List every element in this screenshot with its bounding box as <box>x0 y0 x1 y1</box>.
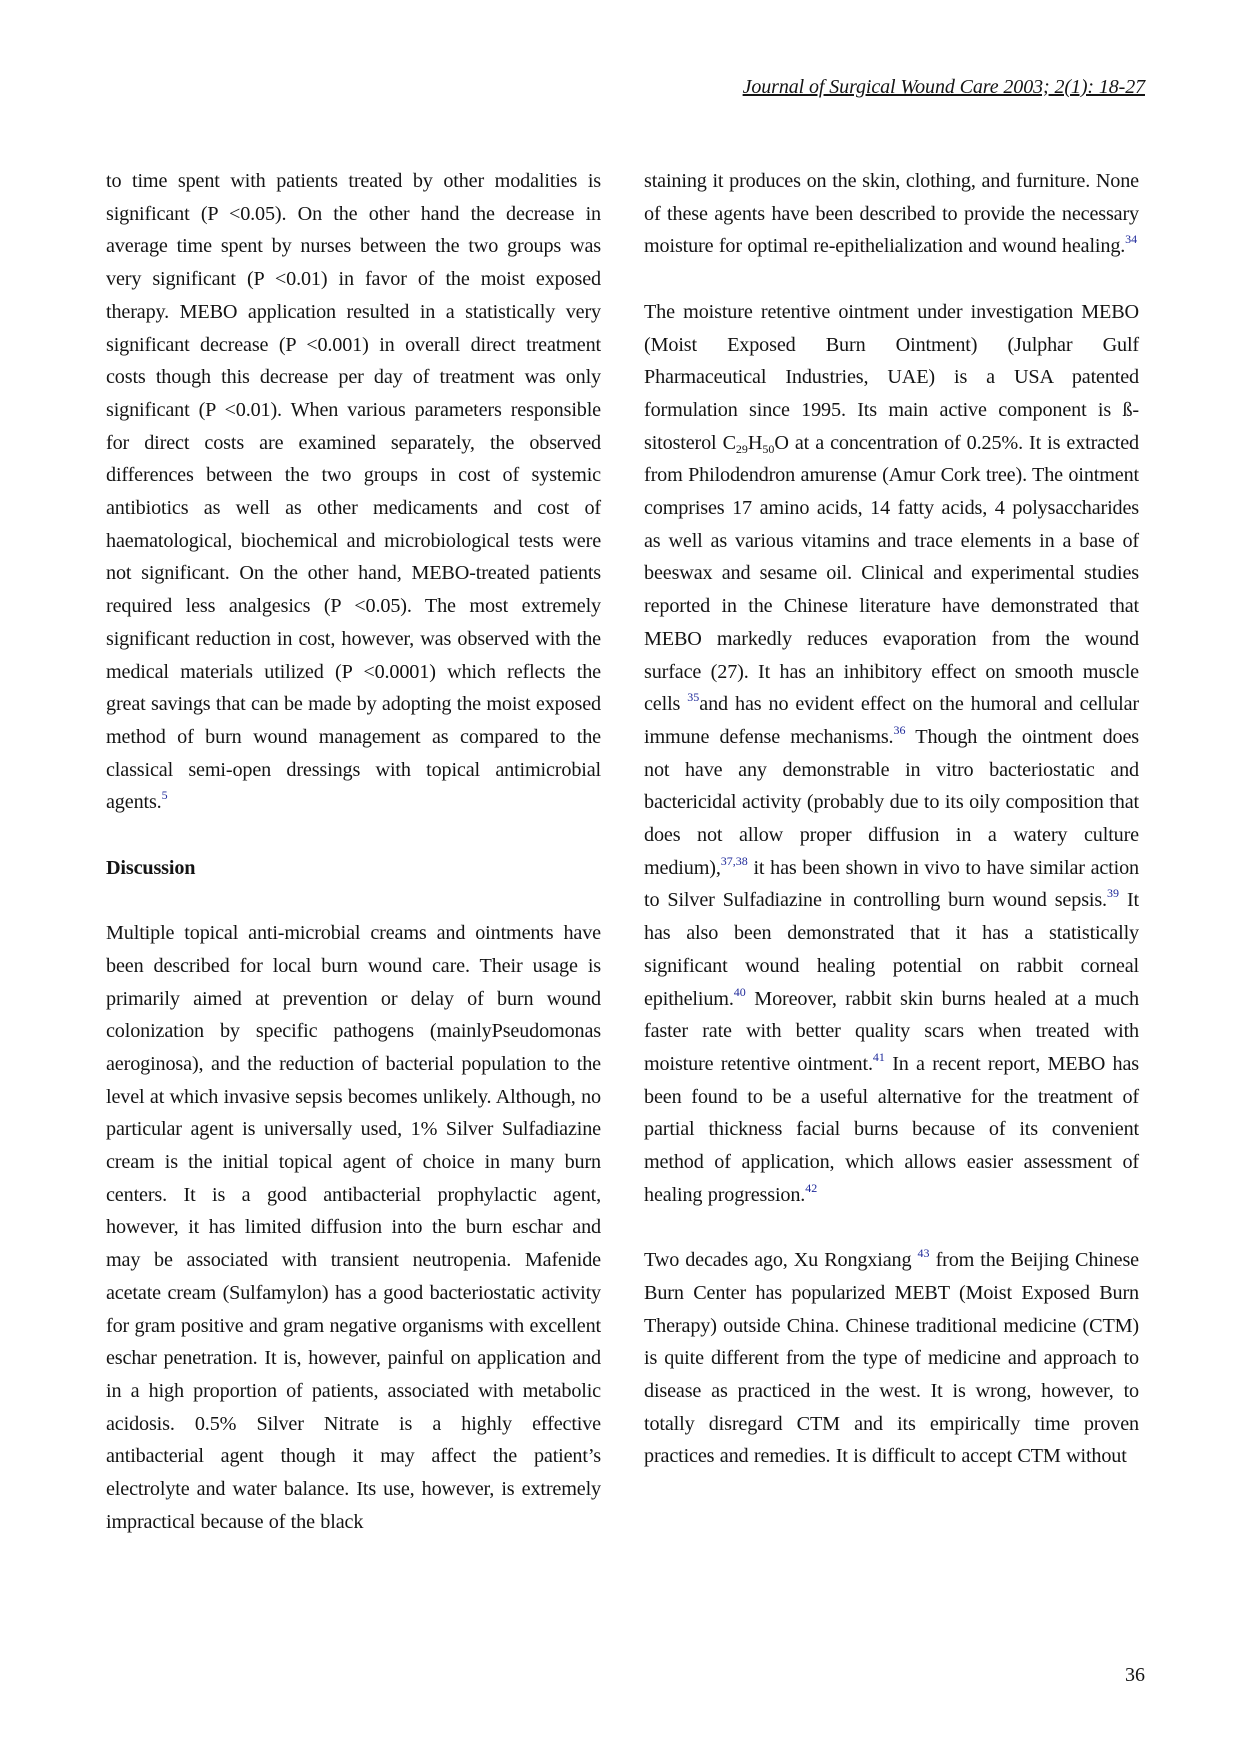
formula-subscript: 50 <box>762 441 775 456</box>
paragraph-cost-results <box>106 165 601 819</box>
text-run: staining it produces on the skin, clothing, and furniture. None of these agents have been described to provide the necessary moisture for optimal re-epithelialization and wound healing. <box>644 170 1139 258</box>
text-run: The moisture retentive ointment under investigation MEBO (Moist Exposed Burn Ointment) (Julphar Gulf Pharmaceutical Industries, UAE) is a USA patented formulation since 1995. Its main active component is ß-sitosterol C <box>644 300 1139 454</box>
reference-superscript[interactable]: 39 <box>1106 886 1119 901</box>
paragraph-gap <box>644 1211 1139 1244</box>
paragraph-staining <box>644 165 1139 263</box>
text-run: It has also been demonstrated that it has a statistically significant wound healing potential on rabbit corneal epithelium. <box>644 889 1139 1010</box>
paragraph-mebo-description <box>644 296 1139 1212</box>
text-run: from the Beijing Chinese Burn Center has popularized MEBT (Moist Exposed Burn Therapy) outside China. Chinese traditional medicine (CTM) is quite different from the type of medicine and approach to disease as practiced in the west. It is wrong, however, to totally disregard CTM and its empirically time proven practices and remedies. It is difficult to accept CTM without <box>644 1249 1139 1468</box>
text-run: Though the ointment does not have any demonstrable in vitro bacteriostatic and bactericidal activity (probably due to its oily composition that does not allow proper diffusion in a watery culture medium), <box>644 725 1140 879</box>
reference-superscript[interactable]: 36 <box>893 722 906 737</box>
reference-superscript[interactable]: 35 <box>687 690 700 705</box>
text-run: and has no evident effect on the humoral and cellular immune defense mechanisms. <box>644 693 1139 748</box>
paragraph-gap <box>106 884 601 917</box>
right-column <box>644 165 1139 1473</box>
reference-superscript[interactable]: 42 <box>805 1180 818 1195</box>
paragraph-mebt-history <box>644 1244 1139 1473</box>
journal-citation-header: Journal of Surgical Wound Care 2003; 2(1): 18-27 <box>742 76 1145 98</box>
text-run: Multiple topical anti-microbial creams and ointments have been described for local burn wound care. Their usage is primarily aimed at prevention or delay of burn wound colonization by specific pathogens (mainlyPseudomonas aeroginosa), and the reduction of bacterial population to the level at which invasive sepsis becomes unlikely. Although, no particular agent is universally used, 1% Silver Sulfadiazine cream is the initial topical agent of choice in many burn centers. It is a good antibacterial prophylactic agent, however, it has limited diffusion into the burn eschar and may be associated with transient neutropenia. Mafenide acetate cream (Sulfamylon) has a good bacteriostatic activity for gram positive and gram negative organisms with excellent eschar penetration. It is, however, painful on application and in a high proportion of patients, associated with metabolic acidosis. 0.5% Silver Nitrate is a highly effective antibacterial agent though it may affect the patient’s electrolyte and water balance. Its use, however, is extremely impractical because of the black <box>106 922 601 1533</box>
text-run: H <box>747 431 763 454</box>
text-run: O at a concentration of 0.25%. It is extracted from Philodendron amurense (Amur Cork tree). The ointment comprises 17 amino acids, 14 fatty acids, 4 polysaccharides as well as various vitamins and trace elements in a base of beeswax and sesame oil. Clinical and experimental studies reported in the Chinese literature have demonstrated that MEBO markedly reduces evaporation from the wound surface (27). It has an inhibitory effect on smooth muscle cells <box>644 431 1140 716</box>
left-column <box>106 165 601 1539</box>
text-run: Two decades ago, Xu Rongxiang <box>644 1249 918 1272</box>
text-run: In a recent report, MEBO has been found to be a useful alternative for the treatment of partial thickness facial burns because of its convenient method of application, which allows easier assessment of healing progression. <box>644 1052 1139 1206</box>
reference-superscript[interactable]: 43 <box>917 1246 930 1261</box>
reference-superscript[interactable]: 5 <box>161 788 168 803</box>
text-run: Moreover, rabbit skin burns healed at a much faster rate with better quality scars when treated with moisture retentive ointment. <box>644 987 1139 1075</box>
reference-superscript[interactable]: 40 <box>733 984 746 999</box>
reference-superscript[interactable]: 41 <box>872 1049 885 1064</box>
paragraph-gap <box>106 819 601 852</box>
paragraph-gap <box>644 263 1139 296</box>
reference-superscript[interactable]: 34 <box>1125 232 1138 247</box>
section-heading-discussion: Discussion <box>106 856 196 879</box>
page-number: 36 <box>1125 1664 1145 1686</box>
text-run: it has been shown in vivo to have similar action to Silver Sulfadiazine in controlling burn wound sepsis. <box>644 856 1139 912</box>
reference-superscript[interactable]: 37,38 <box>720 853 748 868</box>
paragraph-topical-agents <box>106 917 601 1538</box>
text-run: to time spent with patients treated by other modalities is significant (P <0.05). On the other hand the decrease in average time spent by nurses between the two groups was very significant (P <0.01) in favor of the moist exposed therapy. MEBO application resulted in a statistically very significant decrease (P <0.001) in overall direct treatment costs though this decrease per day of treatment was only significant (P <0.01). When various parameters responsible for direct costs are examined separately, the observed differences between the two groups in cost of systemic antibiotics as well as other medicaments and cost of haematological, biochemical and microbiological tests were not significant. On the other hand, MEBO-treated patients required less analgesics (P <0.05). The most extremely significant reduction in cost, however, was observed with the medical materials utilized (P <0.0001) which reflects the great savings that can be made by adopting the moist exposed method of burn wound management as compared to the classical semi-open dressings with topical antimicrobial agents. <box>106 170 601 814</box>
formula-subscript: 29 <box>735 441 748 456</box>
